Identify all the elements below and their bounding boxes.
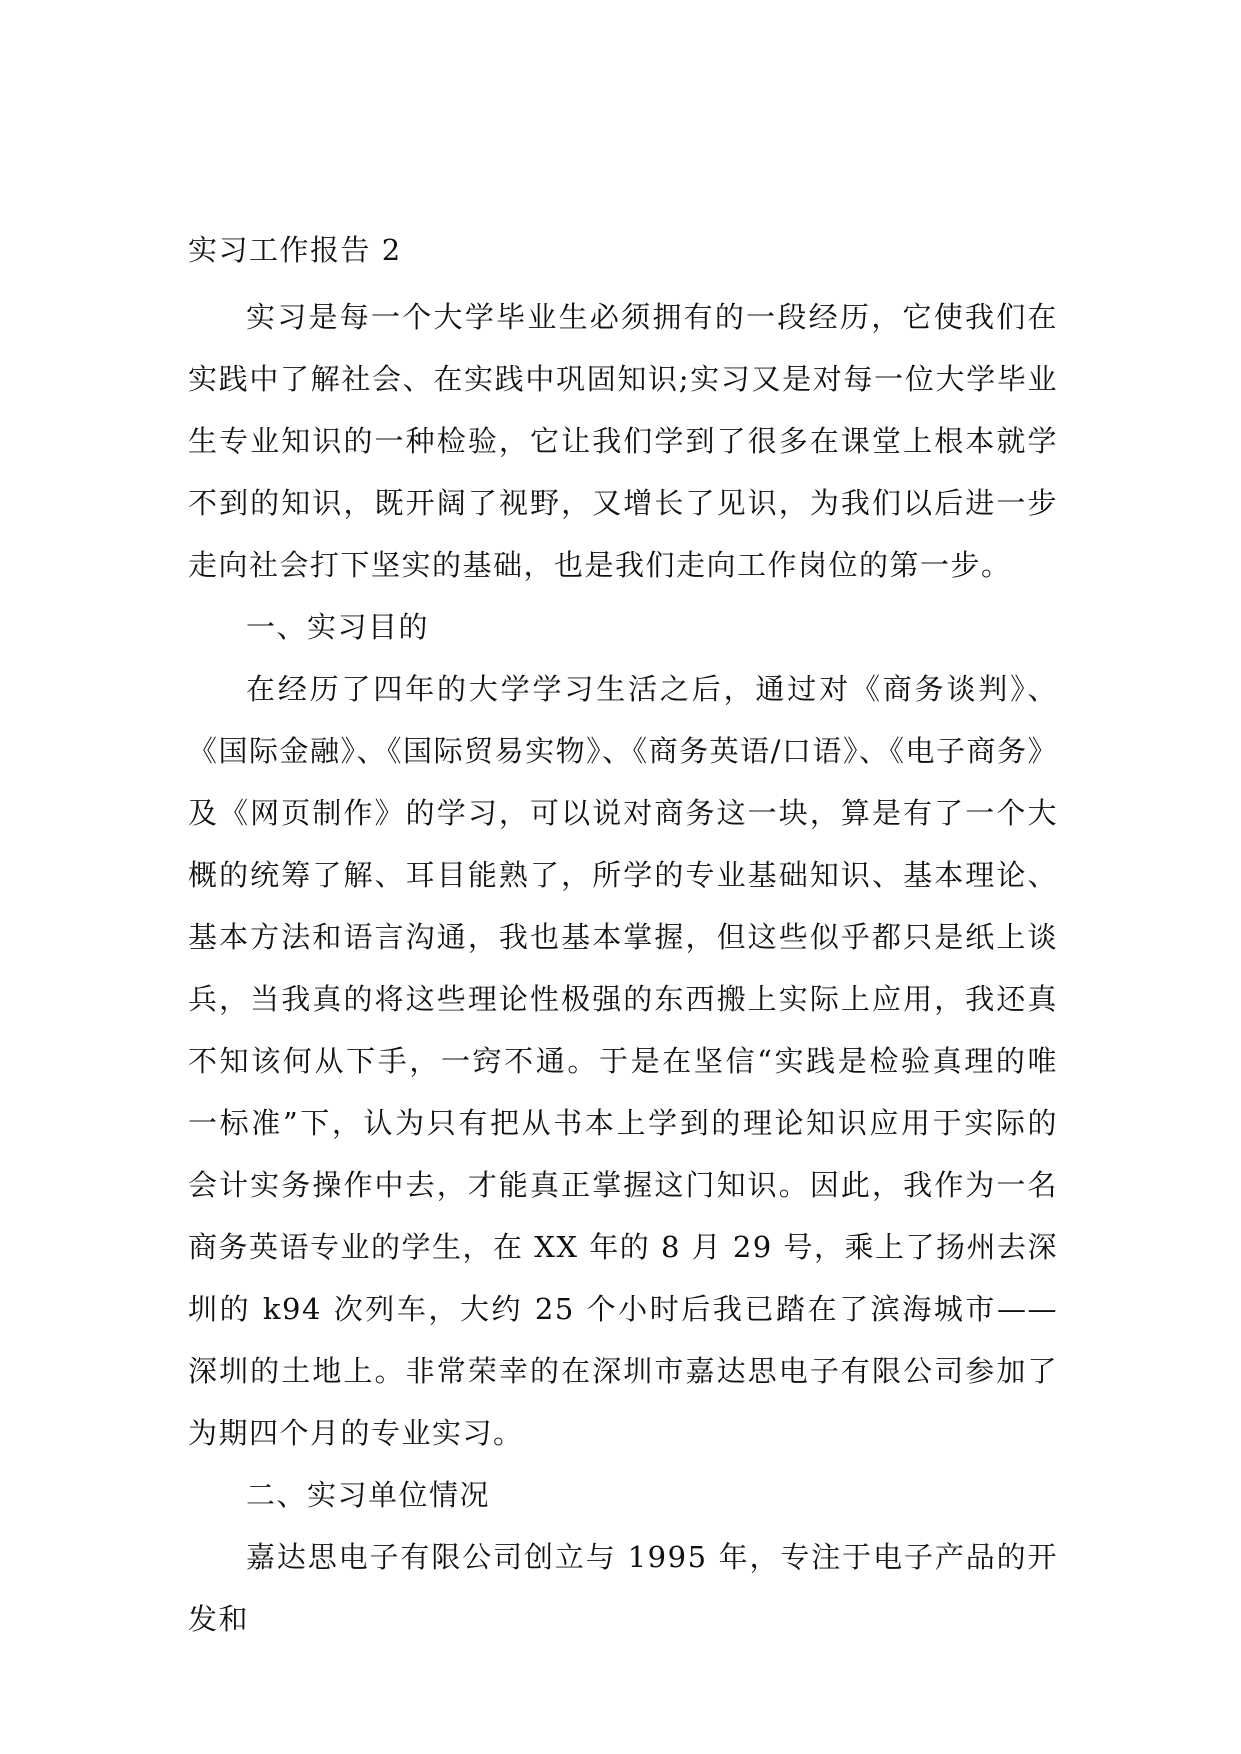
document-title: 实习工作报告 2 xyxy=(188,233,402,267)
section-heading-company: 二、实习单位情况 xyxy=(246,1478,491,1512)
intro-paragraph: 实习是每一个大学毕业生必须拥有的一段经历，它使我们在实践中了解社会、在实践中巩固知识;实习又是对每一位大学毕业生专业知识的一种检验，它让我们学到了很多在课堂上根本就学不到的知识，既开阔了视野，又增长了见识，为我们以后进一步走向社会打下坚实的基础，也是我们走向工作岗位的第一步。 xyxy=(188,300,1058,582)
purpose-paragraph: 在经历了四年的大学学习生活之后，通过对《商务谈判》、《国际金融》、《国际贸易实物》、《商务英语/口语》、《电子商务》及《网页制作》的学习，可以说对商务这一块，算是有了一个大概的统筹了解、耳目能熟了，所学的专业基础知识、基本理论、基本方法和语言沟通，我也基本掌握，但这些似乎都只是纸上谈兵，当我真的将这些理论性极强的东西搬上实际上应用，我还真不知该何从下手，一窍不通。于是在坚信“实践是检验真理的唯一标准”下，认为只有把从书本上学到的理论知识应用于实际的会计实务操作中去，才能真正掌握这门知识。因此，我作为一名商务英语专业的学生，在 XX 年的 8 月 29 号，乘上了扬州去深圳的 k94 次列车，大约 25 个小时后我已踏在了滨海城市——深圳的土地上。非常荣幸的在深圳市嘉达思电子有限公司参加了为期四个月的专业实习。 xyxy=(188,672,1058,1450)
section-heading-purpose: 一、实习目的 xyxy=(246,610,430,644)
company-paragraph: 嘉达思电子有限公司创立与 1995 年，专注于电子产品的开发和 xyxy=(188,1540,1058,1636)
document-body xyxy=(188,228,1058,1650)
